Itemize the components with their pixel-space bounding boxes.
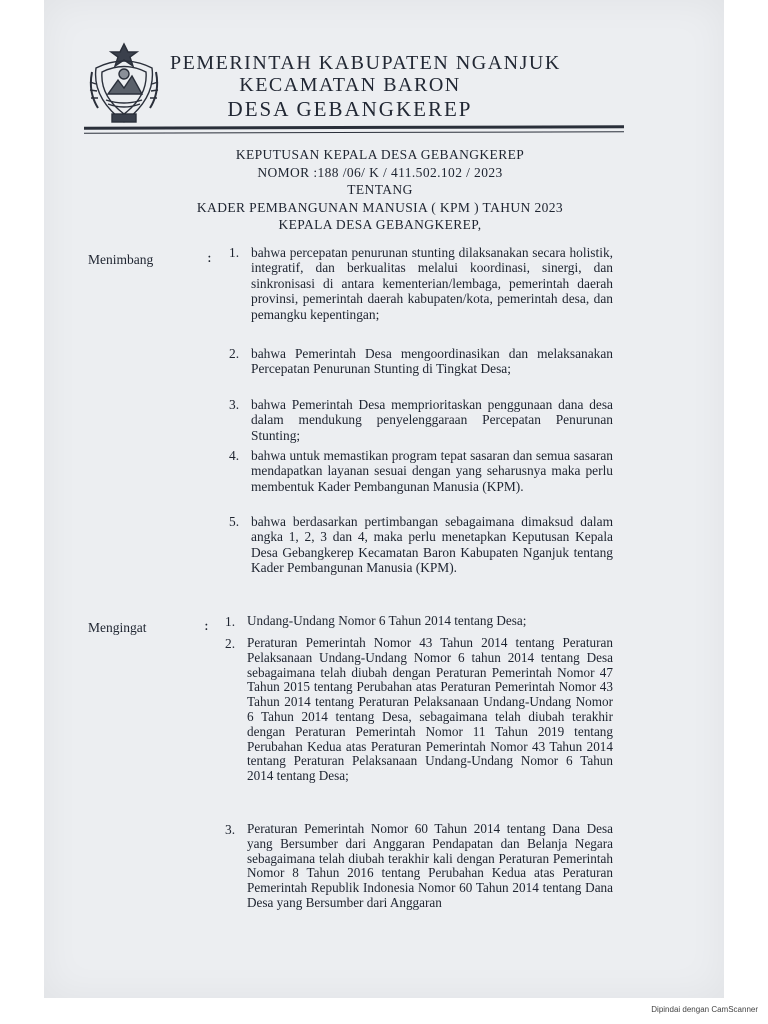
item-text: Peraturan Pemerintah Nomor 60 Tahun 2014 tentang Dana Desa yang Bersumber dari Anggaran Pendapatan dan Belanja Negara sebagaimana telah diubah terakhir kali dengan Peraturan Pemerintah Nomor 8 Tahun 2016 tentang Perubahan Kedua atas Peraturan Pemerintah Republik Indonesia Nomor 60 Tahun 2014 tentang Dana Desa yang Bersumber dari Anggaran <box>247 821 613 910</box>
scanner-watermark-text: Dipindai dengan CamScanner <box>651 1005 758 1014</box>
item-number: 2. <box>225 636 236 651</box>
item-text: bahwa Pemerintah Desa memprioritaskan penggunaan dana desa dalam mendukung penyelenggaraan Percepatan Penurunan Stunting; <box>251 397 613 443</box>
decree-subject: KADER PEMBANGUNAN MANUSIA ( KPM ) TAHUN 2023 <box>196 199 564 215</box>
decree-number: NOMOR :188 /06/ K / 411.502.102 / 2023 <box>257 164 503 180</box>
item-text: Peraturan Pemerintah Nomor 43 Tahun 2014 tentang Peraturan Pelaksanaan Undang-Undang Nomor 6 tahun 2014 tentang Desa sebagaimana telah diubah dengan Peraturan Pemerintah Nomor 47 Tahun 2015 tentang Perubahan atas Peraturan Pemerintah Nomor 43 Tahun 2014 tentang Peraturan Pelaksanaan Undang-Undang Nomor 6 Tahun 2014 tentang Desa, sebagaimana telah diubah terakhir dengan Peraturan Pemerintah Nomor 11 Tahun 2019 tentang Perubahan Kedua atas Peraturan Pemerintah Nomor 43 Tahun 2014 tentang Peraturan Pelaksanaan Undang-Undang Nomor 6 Tahun 2014 tentang Desa; <box>247 635 613 784</box>
letterhead-district: KECAMATAN BARON <box>239 74 461 96</box>
section-colon: : <box>204 618 209 634</box>
letterhead <box>170 52 561 122</box>
item-text: bahwa percepatan penurunan stunting dilaksanakan secara holistik, integratif, dan berkualitas melalui koordinasi, sinergi, dan sinkronisasi di antara kementerian/lembaga, pemerintah daerah provinsi, pemerintah daerah kabupaten/kota, pemerintah desa, dan pemangku kepentingan; <box>251 245 613 322</box>
regency-emblem-logo <box>88 42 160 128</box>
decree-title: KEPUTUSAN KEPALA DESA GEBANGKEREP <box>235 147 525 162</box>
letterhead-government: PEMERINTAH KABUPATEN NGANJUK <box>170 52 561 74</box>
decree-authority: KEPALA DESA GEBANGKEREP, <box>278 217 482 232</box>
item-text: bahwa untuk memastikan program tepat sasaran dan semua sasaran mendapatkan layanan sesuai dengan yang seharusnya maka perlu membentuk Kader Pembangunan Manusia (KPM). <box>251 448 613 494</box>
letterhead-village: DESA GEBANGKEREP <box>227 97 473 121</box>
item-number: 3. <box>225 822 236 837</box>
item-text: Undang-Undang Nomor 6 Tahun 2014 tentang Desa; <box>247 613 527 628</box>
item-text: bahwa Pemerintah Desa mengoordinasikan dan melaksanakan Percepatan Penurunan Stunting di Tingkat Desa; <box>251 346 613 377</box>
section-label-menimbang: Menimbang <box>88 252 154 267</box>
item-text: bahwa berdasarkan pertimbangan sebagaimana dimaksud dalam angka 1, 2, 3 dan 4, maka perlu menetapkan Keputusan Kepala Desa Gebangkerep Kecamatan Baron Kabupaten Nganjuk tentang Kader Pembangunan Manusia (KPM). <box>251 514 613 576</box>
item-number: 1. <box>229 245 240 260</box>
item-number: 5. <box>229 514 240 529</box>
item-number: 2. <box>229 346 240 361</box>
item-number: 1. <box>225 614 236 629</box>
item-number: 4. <box>229 448 240 463</box>
section-label-mengingat: Mengingat <box>88 620 147 635</box>
item-number: 3. <box>229 397 240 412</box>
decree-heading <box>180 146 580 234</box>
decree-about: TENTANG <box>347 182 413 197</box>
section-colon: : <box>207 250 212 266</box>
